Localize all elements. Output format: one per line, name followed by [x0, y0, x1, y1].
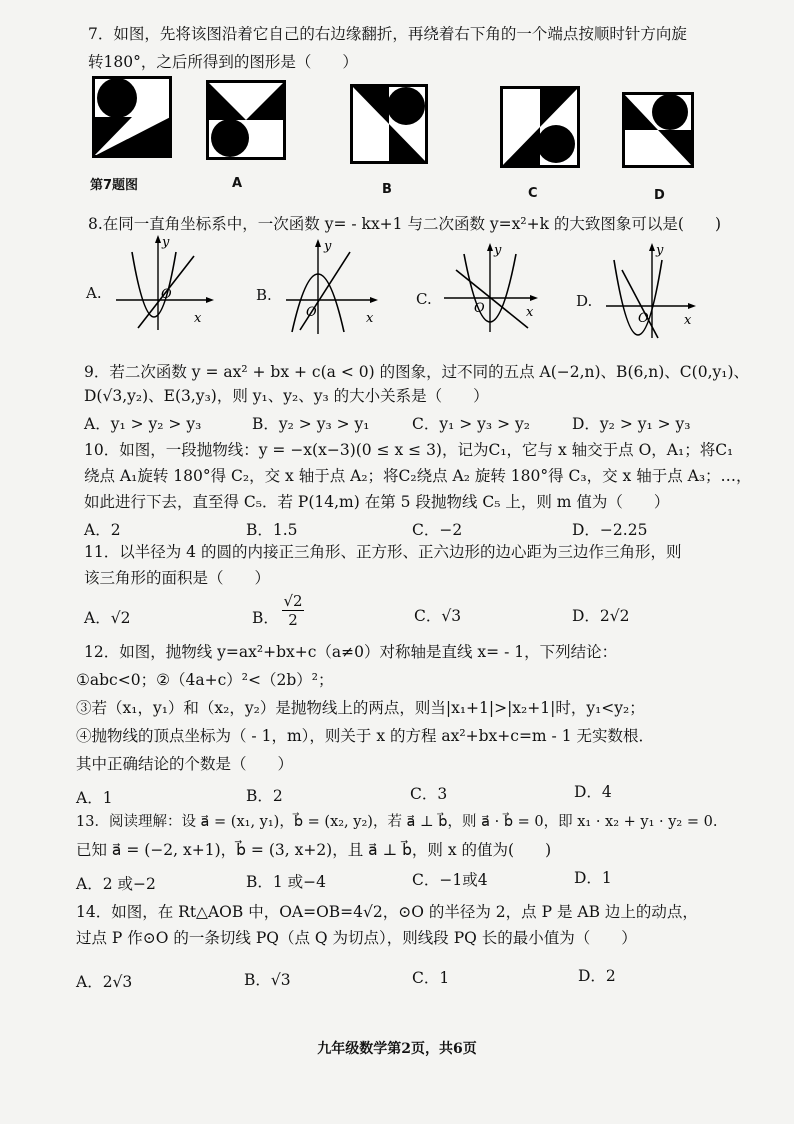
q10-stem-line2: 绕点 A₁旋转 180°得 C₂，交 x 轴于点 A₂；将C₂绕点 A₂ 旋转 180°得 C₃，交 x 轴于点 A₃；…， [84, 467, 752, 485]
q7-option-c-label[interactable]: C [528, 186, 538, 201]
q13-stem-line1: 13．阅读理解：设 a⃗ = (x₁, y₁)，b⃗ = (x₂, y₂)，若 a⃗ ⊥ b⃗，则 a⃗ · b⃗ = 0，即 x₁ · x₂ + y₁ · y₂ = 0. [76, 814, 718, 830]
q11-fraction-numerator: √2 [283, 592, 303, 610]
q13-option-b[interactable]: B．1 或−4 [246, 873, 327, 891]
q9-stem-line1: 9．若二次函数 y = ax² + bx + c(a < 0) 的图象，过不同的五点 A(−2,n)、B(6,n)、C(0,y₁)、 [84, 363, 750, 381]
q8d-y-label: y [656, 243, 664, 258]
q8c-x-label: x [526, 305, 534, 320]
q14-stem-line2: 过点 P 作⊙O 的一条切线 PQ（点 Q 为切点），则线段 PQ 长的最小值为（ ） [76, 929, 637, 947]
q14-option-c[interactable]: C．1 [412, 969, 450, 987]
q7-option-d-label[interactable]: D [654, 188, 665, 203]
q8a-y-label: y [162, 235, 170, 250]
q10-option-d[interactable]: D．−2.25 [572, 521, 648, 539]
q9-option-b[interactable]: B．y₂ > y₃ > y₁ [252, 415, 370, 433]
q10-option-a[interactable]: A．2 [84, 521, 121, 539]
q10-option-c[interactable]: C．−2 [412, 521, 463, 539]
q7-option-a-figure [206, 80, 286, 160]
q10-stem-line1: 10．如图，一段抛物线：y = −x(x−3)(0 ≤ x ≤ 3)，记为C₁，它与 x 轴交于点 O，A₁；将C₁ [84, 441, 734, 459]
q7-stem-line2: 转180°，之后所得到的图形是（ ） [88, 53, 358, 71]
q13-stem-line2: 已知 a⃗ = (−2, x+1)，b⃗ = (3, x+2)，且 a⃗ ⊥ b⃗，则 x 的值为( ) [76, 841, 552, 859]
q12-stem-line1: 12．如图，抛物线 y=ax²+bx+c（a≠0）对称轴是直线 x= - 1，下列结论： [84, 643, 618, 661]
q8b-x-label: x [366, 311, 374, 326]
page-footer: 九年级数学第2页，共6页 [317, 1041, 477, 1057]
q13-option-c[interactable]: C．−1或4 [412, 871, 488, 889]
q7-option-a-label[interactable]: A [232, 176, 243, 191]
q11-option-b[interactable]: B． [252, 609, 279, 627]
q13-option-a[interactable]: A．2 或−2 [76, 875, 156, 893]
q10-stem-line3: 如此进行下去，直至得 C₅．若 P(14,m) 在第 5 段抛物线 C₅ 上，则 m 值为（ ） [84, 493, 670, 511]
q8-option-c-graph [438, 240, 542, 334]
q8-option-d-graph [600, 240, 700, 340]
q7-option-c-figure [500, 86, 580, 168]
q9-stem-line2: D(√3,y₂)、E(3,y₃)，则 y₁、y₂、y₃ 的大小关系是（ ） [84, 387, 489, 405]
q14-stem-line1: 14．如图，在 Rt△AOB 中，OA=OB=4√2，⊙O 的半径为 2，点 P 是 AB 边上的动点， [76, 903, 698, 921]
q14-option-d[interactable]: D．2 [578, 967, 616, 985]
q7-original-figure [92, 76, 172, 158]
q8-option-b-label[interactable]: B. [256, 286, 272, 304]
q8b-y-label: y [324, 239, 332, 254]
q8d-x-label: x [684, 313, 692, 328]
q12-option-d[interactable]: D．4 [574, 783, 612, 801]
q8c-origin-label: O [474, 301, 485, 316]
q12-option-a[interactable]: A．1 [76, 789, 113, 807]
q10-option-b[interactable]: B．1.5 [246, 521, 298, 539]
q7-option-b-figure [350, 84, 428, 164]
q8-option-a-graph [110, 232, 216, 332]
q8c-y-label: y [494, 243, 502, 258]
q12-statement-3: ③若（x₁，y₁）和（x₂，y₂）是抛物线上的两点，则当|x₁+1|>|x₂+1|时，y₁<y₂； [76, 699, 645, 717]
q11-option-d[interactable]: D．2√2 [572, 607, 630, 625]
q8-stem: 8.在同一直角坐标系中，一次函数 y= - kx+1 与二次函数 y=x²+k 的大致图象可以是( ) [88, 215, 721, 233]
q8-option-b-graph [280, 236, 380, 336]
q7-option-d-figure [622, 92, 694, 168]
q11-stem-line2: 该三角形的面积是（ ） [84, 569, 271, 587]
q7-stem-line1: 7．如图，先将该图沿着它自己的右边缘翻折，再绕着右下角的一个端点按顺时针方向旋 [88, 25, 687, 43]
q13-option-d[interactable]: D．1 [574, 869, 612, 887]
q8-option-d-label[interactable]: D. [576, 292, 593, 310]
q8-option-c-label[interactable]: C. [416, 290, 432, 308]
q9-option-a[interactable]: A．y₁ > y₂ > y₃ [84, 415, 202, 433]
q12-option-b[interactable]: B．2 [246, 787, 283, 805]
q8b-origin-label: O [306, 305, 317, 320]
q14-option-a[interactable]: A．2√3 [76, 973, 133, 991]
q7-option-b-label[interactable]: B [382, 182, 392, 197]
q8d-origin-label: O [638, 311, 649, 326]
q11-option-b-fraction [282, 592, 304, 629]
q11-fraction-denominator: 2 [288, 611, 298, 629]
q12-statement-1-2: ①abc<0；②（4a+c）²<（2b）²； [76, 671, 334, 689]
q12-statement-4: ④抛物线的顶点坐标为（ - 1，m），则关于 x 的方程 ax²+bx+c=m - 1 无实数根． [76, 727, 655, 745]
q9-option-c[interactable]: C．y₁ > y₃ > y₂ [412, 415, 530, 433]
q11-stem-line1: 11．以半径为 4 的圆的内接正三角形、正方形、正六边形的边心距为三边作三角形，则 [84, 543, 682, 561]
q8a-x-label: x [194, 311, 202, 326]
q14-option-b[interactable]: B．√3 [244, 971, 291, 989]
q11-option-a[interactable]: A．√2 [84, 609, 131, 627]
q8a-origin-label: O [161, 287, 172, 302]
q9-option-d[interactable]: D．y₂ > y₁ > y₃ [572, 415, 691, 433]
q8-option-a-label[interactable]: A. [86, 284, 102, 302]
q12-question: 其中正确结论的个数是（ ） [76, 755, 294, 773]
q7-figure-caption: 第7题图 [90, 178, 139, 193]
q12-option-c[interactable]: C．3 [410, 785, 448, 803]
q11-option-c[interactable]: C．√3 [414, 607, 462, 625]
